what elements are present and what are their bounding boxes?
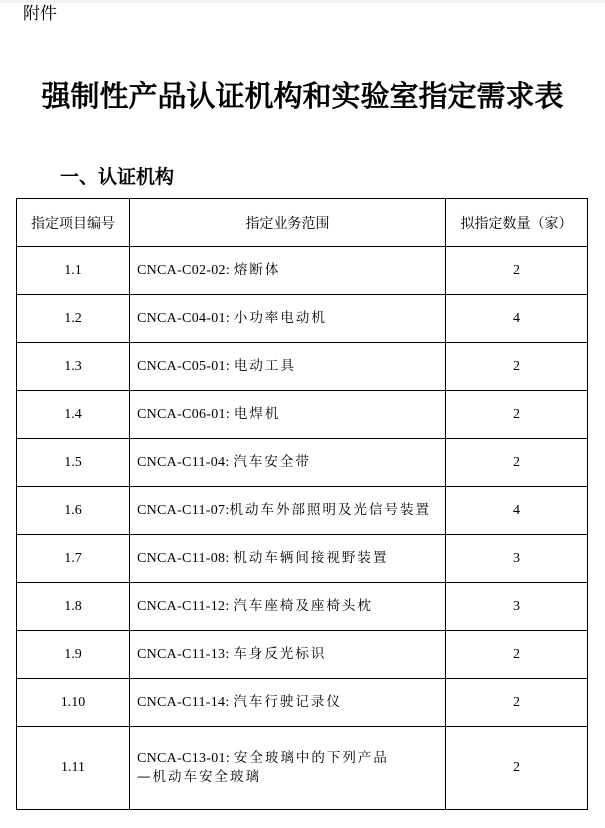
business-scope: [130, 391, 446, 439]
designated-count: 2: [446, 343, 588, 391]
table-row: [17, 727, 588, 810]
designated-count: 3: [446, 583, 588, 631]
item-number: 1.10: [17, 679, 130, 727]
designation-requirements-table: [16, 198, 588, 810]
scope-code: CNCA-C11-08:: [137, 551, 230, 566]
column-header-item-number: 指定项目编号: [17, 199, 130, 247]
designated-count: 4: [446, 487, 588, 535]
table-row: [17, 583, 588, 631]
business-scope: [130, 679, 446, 727]
scope-text: 车身反光标识: [233, 646, 327, 662]
item-number: 1.4: [17, 391, 130, 439]
scope-text: 汽车安全带: [233, 454, 311, 470]
item-number: 1.8: [17, 583, 130, 631]
scope-code: CNCA-C11-13:: [137, 647, 230, 662]
table-row: [17, 535, 588, 583]
page-top-edge: [0, 0, 605, 3]
scope-text: 机动车外部照明及光信号装置: [229, 502, 432, 518]
designated-count: 3: [446, 535, 588, 583]
table-row: [17, 247, 588, 295]
scope-text: 安全玻璃中的下列产品: [233, 750, 389, 766]
scope-code: CNCA-C11-04:: [137, 455, 230, 470]
table-row: [17, 631, 588, 679]
item-number: 1.3: [17, 343, 130, 391]
designated-count: 2: [446, 727, 588, 810]
scope-code: CNCA-C04-01:: [137, 311, 231, 326]
scope-code: CNCA-C06-01:: [137, 407, 231, 422]
table-row: [17, 679, 588, 727]
scope-code: CNCA-C11-07:: [137, 503, 230, 518]
scope-code: CNCA-C11-12:: [137, 599, 230, 614]
table-header-row: [17, 199, 588, 247]
section-heading: 一、认证机构: [60, 166, 175, 188]
business-scope: [130, 295, 446, 343]
scope-text: 小功率电动机: [233, 310, 327, 326]
item-number: 1.9: [17, 631, 130, 679]
column-header-business-scope: 指定业务范围: [130, 199, 446, 247]
document-title: 强制性产品认证机构和实验室指定需求表: [41, 79, 564, 113]
scope-code: CNCA-C11-14:: [137, 695, 230, 710]
item-number: 1.7: [17, 535, 130, 583]
item-number: 1.6: [17, 487, 130, 535]
business-scope: [130, 727, 446, 810]
scope-code: CNCA-C13-01:: [137, 751, 231, 766]
designated-count: 4: [446, 295, 588, 343]
item-number: 1.5: [17, 439, 130, 487]
attachment-label: 附件: [23, 4, 57, 24]
scope-text: 电动工具: [233, 358, 296, 374]
business-scope: [130, 583, 446, 631]
scope-code: CNCA-C05-01:: [137, 359, 231, 374]
designated-count: 2: [446, 631, 588, 679]
item-number: 1.2: [17, 295, 130, 343]
business-scope: [130, 487, 446, 535]
table-row: [17, 439, 588, 487]
scope-code: CNCA-C02-02:: [137, 263, 231, 278]
designated-count: 2: [446, 679, 588, 727]
scope-text-line2: —机动车安全玻璃: [137, 769, 261, 785]
item-number: 1.1: [17, 247, 130, 295]
scope-text: 汽车座椅及座椅头枕: [233, 598, 373, 614]
table-row: [17, 487, 588, 535]
business-scope: [130, 439, 446, 487]
business-scope: [130, 247, 446, 295]
designated-count: 2: [446, 439, 588, 487]
table-row: [17, 343, 588, 391]
item-number: 1.11: [17, 727, 130, 810]
designated-count: 2: [446, 247, 588, 295]
column-header-designated-count: 拟指定数量（家）: [446, 199, 588, 247]
business-scope: [130, 535, 446, 583]
scope-text: 熔断体: [233, 262, 281, 278]
designated-count: 2: [446, 391, 588, 439]
table-row: [17, 295, 588, 343]
table-row: [17, 391, 588, 439]
scope-text: 汽车行驶记录仪: [233, 694, 342, 710]
business-scope: [130, 631, 446, 679]
scope-text: 机动车辆间接视野装置: [233, 550, 389, 566]
business-scope: [130, 343, 446, 391]
scope-text: 电焊机: [233, 406, 281, 422]
